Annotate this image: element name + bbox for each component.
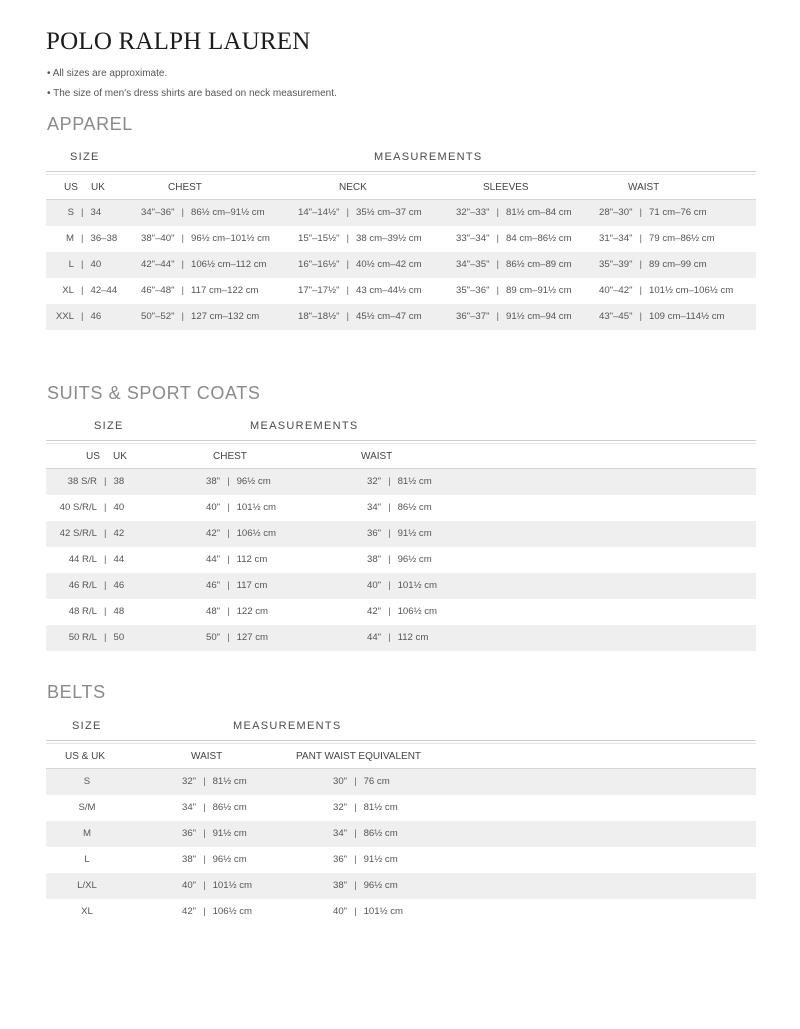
waist-cell [367,547,432,573]
chest-value-cm: 96½ cm–101½ cm [191,233,270,244]
waist-cell [367,625,428,651]
suits-size-header: SIZE [94,420,124,432]
separator: | [388,528,391,539]
pant-waist-value: 40" [333,906,348,917]
waist-value-cm: 91½ cm [212,828,247,839]
chest-cell [141,252,267,278]
size-cell [46,278,136,304]
chest-value-cm: 106½ cm–112 cm [191,259,267,270]
table-row [46,625,756,651]
separator: | [346,311,349,322]
sleeves-cell [456,226,572,252]
suits-col-waist: WAIST [361,451,393,462]
chest-cell [206,469,271,495]
belt-size: M [83,828,91,839]
note-approximate: • All sizes are approximate. [47,68,168,79]
separator: | [639,233,642,244]
neck-value: 16"–16½" [298,259,340,270]
table-row [46,795,756,821]
chest-value-cm: 127 cm [236,632,269,643]
neck-value: 15"–15½" [298,233,340,244]
separator: | [639,311,642,322]
waist-value: 40" [182,880,197,891]
table-row [46,226,756,252]
waist-value-cm: 79 cm–86½ cm [649,233,715,244]
separator: | [346,285,349,296]
size-cell [46,625,124,651]
chest-cell [206,521,276,547]
apparel-measurements-header: MEASUREMENTS [374,151,483,163]
separator: | [203,802,206,813]
separator: | [388,632,391,643]
belts-col-pant-waist: PANT WAIST EQUIVALENT [296,751,422,762]
size-cell [46,599,124,625]
separator: | [354,880,357,891]
size-uk: 42–44 [90,285,118,296]
apparel-col-sleeves: SLEEVES [483,182,529,193]
waist-cell [182,899,252,925]
waist-cell [182,847,247,873]
separator: | [104,606,107,617]
separator: | [388,606,391,617]
separator: | [203,854,206,865]
pant-waist-value: 36" [333,854,348,865]
size-uk: 38 [113,476,125,487]
size-cell [46,495,124,521]
chest-value: 48" [206,606,221,617]
chest-value: 44" [206,554,221,565]
sleeves-value-cm: 84 cm–86½ cm [506,233,572,244]
separator: | [354,906,357,917]
chest-value-cm: 86½ cm–91½ cm [191,207,265,218]
table-row [46,200,756,226]
waist-value-cm: 96½ cm [397,554,432,565]
separator: | [227,502,230,513]
waist-value: 36" [367,528,382,539]
pant-waist-cell [333,795,398,821]
sleeves-cell [456,252,572,278]
apparel-col-uk: UK [91,182,105,193]
separator: | [81,285,84,296]
sleeves-value-cm: 89 cm–91½ cm [506,285,572,296]
chest-value-cm: 117 cm [236,580,268,591]
waist-cell [599,226,715,252]
apparel-title: APPAREL [47,114,133,134]
waist-value-cm: 101½ cm [212,880,253,891]
size-cell [46,573,124,599]
chest-value-cm: 96½ cm [236,476,271,487]
separator: | [354,854,357,865]
belts-title: BELTS [47,682,106,702]
pant-waist-value-cm: 91½ cm [363,854,398,865]
size-uk: 46 [113,580,125,591]
table-row [46,821,756,847]
size-uk: 44 [113,554,125,565]
size-uk: 34 [90,207,102,218]
separator: | [81,207,84,218]
waist-cell [182,795,247,821]
sleeves-value: 36"–37" [456,311,490,322]
waist-value: 40" [367,580,382,591]
chest-value: 42"–44" [141,259,175,270]
separator: | [181,311,184,322]
pant-waist-value: 32" [333,802,348,813]
size-cell [46,304,136,330]
waist-value: 44" [367,632,382,643]
suits-col-us: US [86,451,100,462]
chest-value: 38" [206,476,221,487]
neck-value-cm: 45½ cm–47 cm [356,311,422,322]
waist-value-cm: 106½ cm [212,906,253,917]
waist-cell [367,599,437,625]
size-cell [46,226,136,252]
separator: | [81,311,84,322]
size-uk: 48 [113,606,125,617]
sleeves-cell [456,278,572,304]
size-cell [46,200,136,226]
separator: | [388,502,391,513]
neck-value: 17"–17½" [298,285,340,296]
size-uk: 50 [113,632,125,643]
sleeves-cell [456,200,572,226]
separator: | [639,207,642,218]
separator: | [181,207,184,218]
separator: | [181,233,184,244]
chest-value: 34"–36" [141,207,175,218]
waist-value: 40"–42" [599,285,633,296]
pant-waist-value-cm: 76 cm [363,776,390,787]
sleeves-value: 32"–33" [456,207,490,218]
waist-cell [367,469,432,495]
separator: | [354,776,357,787]
table-row [46,899,756,925]
waist-value-cm: 91½ cm [397,528,432,539]
belt-size: L/XL [77,880,97,891]
apparel-size-header: SIZE [70,151,100,163]
waist-value-cm: 86½ cm [397,502,432,513]
note-dress-shirts: • The size of men's dress shirts are based on neck measurement. [47,88,337,99]
size-cell [46,521,124,547]
apparel-col-us: US [64,182,78,193]
separator: | [639,259,642,270]
neck-cell [298,226,422,252]
waist-value: 34" [182,802,197,813]
pant-waist-value: 30" [333,776,348,787]
pant-waist-cell [333,821,398,847]
waist-value: 28"–30" [599,207,633,218]
separator: | [496,233,499,244]
waist-value: 38" [182,854,197,865]
waist-cell [182,769,247,795]
size-us: 48 R/L [68,606,97,617]
separator: | [496,311,499,322]
pant-waist-value-cm: 96½ cm [363,880,398,891]
waist-value-cm: 101½ cm–106½ cm [649,285,734,296]
size-us: 38 S/R [67,476,97,487]
table-row [46,495,756,521]
separator: | [227,580,230,591]
separator: | [388,580,391,591]
sleeves-value-cm: 81½ cm–84 cm [506,207,572,218]
waist-value-cm: 109 cm–114½ cm [649,311,725,322]
chest-value: 46" [206,580,221,591]
chest-cell [206,547,267,573]
size-us: S [67,207,74,218]
size-us: XXL [55,311,74,322]
size-us: 46 R/L [68,580,97,591]
belts-col-waist: WAIST [191,751,223,762]
size-cell [46,252,136,278]
size-uk: 36–38 [90,233,118,244]
neck-value-cm: 35½ cm–37 cm [356,207,422,218]
separator: | [81,233,84,244]
size-us: L [68,259,74,270]
size-uk: 42 [113,528,125,539]
sleeves-value-cm: 91½ cm–94 cm [506,311,572,322]
chest-value: 50" [206,632,221,643]
apparel-col-neck: NECK [339,182,367,193]
separator: | [203,880,206,891]
brand-logo: POLO RALPH LAUREN [46,28,311,55]
suits-measurements-header: MEASUREMENTS [250,420,359,432]
neck-cell [298,304,422,330]
neck-cell [298,252,422,278]
waist-cell [367,521,432,547]
separator: | [203,776,206,787]
waist-cell [182,821,247,847]
separator: | [496,259,499,270]
sleeves-value: 33"–34" [456,233,490,244]
waist-cell [599,304,725,330]
waist-value-cm: 96½ cm [212,854,247,865]
waist-value: 31"–34" [599,233,633,244]
pant-waist-value-cm: 101½ cm [363,906,404,917]
separator: | [227,554,230,565]
waist-value: 32" [182,776,197,787]
table-row [46,769,756,795]
waist-cell [367,495,432,521]
sleeves-value: 35"–36" [456,285,490,296]
chest-value-cm: 127 cm–132 cm [191,311,260,322]
apparel-header-rule [46,171,756,175]
apparel-col-chest: CHEST [168,182,202,193]
size-uk: 40 [113,502,125,513]
waist-value: 36" [182,828,197,839]
chest-value: 40" [206,502,221,513]
table-row [46,304,756,330]
waist-value-cm: 81½ cm [212,776,247,787]
table-row [46,278,756,304]
neck-cell [298,200,422,226]
separator: | [203,828,206,839]
neck-value-cm: 43 cm–44½ cm [356,285,422,296]
size-us: M [66,233,74,244]
separator: | [346,259,349,270]
belt-size: XL [81,906,93,917]
separator: | [346,207,349,218]
waist-value-cm: 112 cm [397,632,429,643]
size-us: 44 R/L [68,554,97,565]
pant-waist-value: 38" [333,880,348,891]
separator: | [227,606,230,617]
separator: | [346,233,349,244]
chest-cell [141,200,265,226]
table-row [46,521,756,547]
chest-cell [141,226,270,252]
chest-value: 38"–40" [141,233,175,244]
table-row [46,573,756,599]
pant-waist-value: 34" [333,828,348,839]
separator: | [203,906,206,917]
belts-measurements-header: MEASUREMENTS [233,720,342,732]
separator: | [181,285,184,296]
waist-cell [599,200,707,226]
chest-cell [141,304,259,330]
separator: | [227,476,230,487]
pant-waist-cell [333,847,398,873]
waist-value: 35"–39" [599,259,633,270]
separator: | [496,207,499,218]
separator: | [104,528,107,539]
table-row [46,847,756,873]
separator: | [104,580,107,591]
suits-title: SUITS & SPORT COATS [47,383,261,403]
suits-header-rule [46,440,756,444]
separator: | [104,476,107,487]
suits-col-chest: CHEST [213,451,247,462]
pant-waist-value-cm: 81½ cm [363,802,398,813]
waist-cell [182,873,252,899]
table-row [46,252,756,278]
waist-value: 34" [367,502,382,513]
waist-value-cm: 71 cm–76 cm [649,207,707,218]
pant-waist-value-cm: 86½ cm [363,828,398,839]
chest-value: 50"–52" [141,311,175,322]
waist-value: 32" [367,476,382,487]
chest-value-cm: 106½ cm [236,528,277,539]
waist-cell [599,252,707,278]
size-uk: 40 [90,259,102,270]
table-row [46,469,756,495]
waist-cell [367,573,437,599]
separator: | [227,632,230,643]
belt-size: L [84,854,90,865]
pant-waist-cell [333,873,398,899]
size-us: 50 R/L [68,632,97,643]
sleeves-value-cm: 86½ cm–89 cm [506,259,572,270]
belts-header-rule [46,740,756,744]
apparel-col-waist: WAIST [628,182,660,193]
size-us: 40 S/R/L [59,502,97,513]
separator: | [104,502,107,513]
separator: | [354,828,357,839]
chest-cell [206,495,276,521]
waist-value: 42" [367,606,382,617]
chest-cell [206,573,267,599]
suits-col-uk: UK [113,451,127,462]
waist-value-cm: 106½ cm [397,606,438,617]
sleeves-value: 34"–35" [456,259,490,270]
waist-value: 38" [367,554,382,565]
separator: | [181,259,184,270]
neck-cell [298,278,422,304]
table-row [46,547,756,573]
neck-value-cm: 38 cm–39½ cm [356,233,422,244]
size-us: 42 S/R/L [59,528,97,539]
separator: | [227,528,230,539]
neck-value: 18"–18½" [298,311,340,322]
waist-value-cm: 101½ cm [397,580,438,591]
chest-value-cm: 101½ cm [236,502,277,513]
waist-value-cm: 89 cm–99 cm [649,259,707,270]
chest-cell [206,599,268,625]
separator: | [354,802,357,813]
belts-size-header: SIZE [72,720,102,732]
waist-value-cm: 81½ cm [397,476,432,487]
table-row [46,599,756,625]
chest-value: 42" [206,528,221,539]
chest-value-cm: 122 cm [236,606,269,617]
pant-waist-cell [333,899,403,925]
waist-cell [599,278,733,304]
belt-size: S [83,776,91,787]
sleeves-cell [456,304,572,330]
waist-value-cm: 86½ cm [212,802,247,813]
separator: | [81,259,84,270]
belt-size: S/M [78,802,96,813]
waist-value: 43"–45" [599,311,633,322]
separator: | [388,476,391,487]
neck-value-cm: 40½ cm–42 cm [356,259,422,270]
separator: | [496,285,499,296]
separator: | [388,554,391,565]
size-cell [46,469,124,495]
separator: | [104,554,107,565]
waist-value: 42" [182,906,197,917]
pant-waist-cell [333,769,390,795]
chest-cell [206,625,268,651]
chest-value-cm: 112 cm [236,554,268,565]
chest-cell [141,278,259,304]
chest-value-cm: 117 cm–122 cm [191,285,259,296]
size-us: XL [62,285,74,296]
size-uk: 46 [90,311,102,322]
table-row [46,873,756,899]
size-cell [46,547,124,573]
separator: | [104,632,107,643]
separator: | [639,285,642,296]
belts-col-size: US & UK [65,751,106,762]
chest-value: 46"–48" [141,285,175,296]
neck-value: 14"–14½" [298,207,340,218]
